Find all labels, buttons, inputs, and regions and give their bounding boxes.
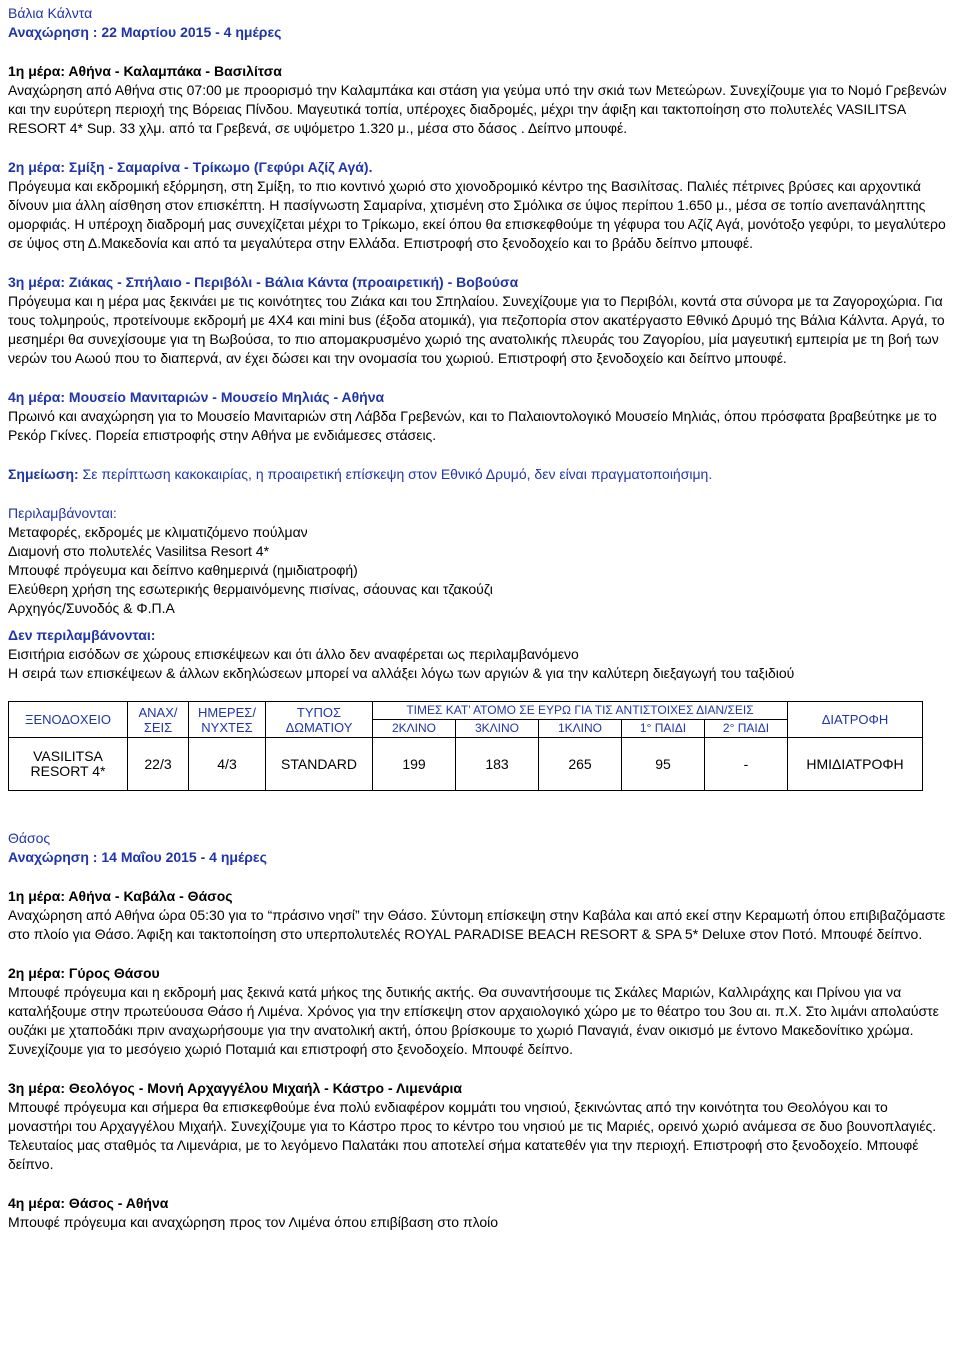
not-included-item: Εισιτήρια εισόδων σε χώρους επισκέψεων και ότι άλλο δεν αναφέρεται ως περιλαμβανόμενο [8, 646, 579, 662]
trip-departure: Αναχώρηση : 14 Μαΐου 2015 - 4 ημέρες [8, 849, 267, 865]
day-heading: 4η μέρα: Θάσος - Αθήνα [8, 1195, 169, 1211]
price-cell: 95 [622, 738, 705, 791]
room-type-cell: STANDARD [266, 738, 373, 791]
nights-cell: 4/3 [189, 738, 266, 791]
included-heading: Περιλαμβάνονται: [8, 505, 117, 521]
price-cell: 183 [456, 738, 539, 791]
trip-title: Βάλια Κάλντα [8, 5, 93, 21]
note-text: Σε περίπτωση κακοκαιρίας, η προαιρετική επίσκεψη στον Εθνικό Δρυμό, δεν είναι πραγματοποιήσιμη. [78, 466, 713, 482]
price-cell: - [705, 738, 788, 791]
included-item: Μεταφορές, εκδρομές με κλιματιζόμενο πούλμαν [8, 524, 308, 540]
not-included-item: Η σειρά των επισκέψεων & άλλων εκδηλώσεων μπορεί να αλλάξει λόγω των αργιών & για την καλύτερη διεξαγωγή του ταξιδιού [8, 665, 795, 681]
day-heading: 2η μέρα: Σμίξη - Σαμαρίνα - Τρίκωμο (Γεφύρι Αζίζ Αγά). [8, 159, 373, 175]
day-description: Πρωινό και αναχώρηση για το Μουσείο Μανιταριών στη Λάβδα Γρεβενών, και το Παλαιοντολογικό Μουσείο Μηλιάς, όπου πρόσφατα βραβεύτηκε με το Ρεκόρ Γκίνες. Πορεία επιστροφής στην Αθήνα με ενδιάμεσες στάσεις. [8, 408, 937, 443]
day-heading: 3η μέρα: Ζιάκας - Σπήλαιο - Περιβόλι - Βάλια Κάντα (προαιρετική) - Βοβούσα [8, 274, 519, 290]
day-heading: 1η μέρα: Αθήνα - Καλαμπάκα - Βασιλίτσα [8, 63, 282, 79]
note [8, 465, 954, 484]
not-included-heading: Δεν περιλαμβάνονται: [8, 627, 156, 643]
day-heading: 4η μέρα: Μουσείο Μανιταριών - Μουσείο Μηλιάς - Αθήνα [8, 389, 385, 405]
price-column-header: 2ΚΛΙΝΟ [373, 720, 456, 738]
board-cell: ΗΜΙΔΙΑΤΡΟΦΗ [788, 738, 923, 791]
hotel-header: ΞΕΝΟΔΟΧΕΙΟ [9, 702, 128, 738]
day-description: Πρόγευμα και εκδρομική εξόρμηση, στη Σμίξη, το πιο κοντινό χωριό στο χιονοδρομικό κέντρο της Βασιλίτσας. Παλιές πέτρινες βρύσες και αρχοντικά δίνουν μια άλλη αίσθηση στον επισκέπτη. Η πασίγνωστη Σαμαρίνα, χτισμένη στο Σμόλικα σε ύψος περίπου 1.650 μ., μέσα σε τοπίο ανεπανάληπτης ομορφιάς. Η υπέροχη διαδρομή μας συνεχίζεται μέχρι το Τρίκωμο, εκεί όπου θα επισκεφθούμε τη γέφυρα του Αζίζ Αγά, μονότοξο γεφύρι, το μεγαλύτερο σε ύψος στη Δ.Μακεδονία και από τα μεγαλύτερα στην Ελλάδα. Επιστροφή στο ξενοδοχείο και το βράδυ δείπνο μπουφέ. [8, 178, 946, 251]
included-item: Μπουφέ πρόγευμα και δείπνο καθημερινά (ημιδιατροφή) [8, 562, 358, 578]
day-description: Αναχώρηση από Αθήνα στις 07:00 με προορισμό την Καλαμπάκα και στάση για γεύμα υπό την σκιά των Μετεώρων. Συνεχίζουμε για το Νομό Γρεβενών και την ευρύτερη περιοχή της Βόρειας Πίνδου. Μαγευτικά τοπία, υπέροχες διαδρομές, μέχρι την άφιξη και τακτοποίηση στο πολυτελές VASILITSA RESORT 4* Sup. 33 χλμ. από τα Γρεβενά, σε υψόμετρο 1.320 μ., μέσα στο δάσος . Δείπνο μπουφέ. [8, 82, 947, 136]
trip-departure: Αναχώρηση : 22 Μαρτίου 2015 - 4 ημέρες [8, 24, 282, 40]
price-column-header: 3ΚΛΙΝΟ [456, 720, 539, 738]
table-row [9, 738, 923, 791]
price-table [8, 701, 923, 791]
departure-header: ΑΝΑΧ/ ΣΕΙΣ [128, 702, 189, 738]
price-cell: 265 [539, 738, 622, 791]
included-item: Αρχηγός/Συνοδός & Φ.Π.Α [8, 600, 175, 616]
day-description: Μπουφέ πρόγευμα και η εκδρομή μας ξεκινά κατά μήκος της δυτικής ακτής. Θα συναντήσουμε τις Σκάλες Μαριών, Καλλιράχης και Πρίνου για να καταλήξουμε στην πρωτεύουσα Θάσο ή Λιμένα. Χρόνος για την επίσκεψη στον αρχαιολογικό χώρο με το θέατρο του 3ου αι. π.Χ. Στο λιμάνι απολαύστε ουζάκι με χταποδάκι πριν αναχωρήσουμε για την ανατολική ακτή, όπου βρίσκουμε το χωριό Παναγιά, έναν οικισμό με έντονο Μακεδονίτικο χρώμα. Συνεχίζουμε για το μεσόγειο χωριό Ποταμιά και επιστροφή στο ξενοδοχείο. Μπουφέ δείπνο. [8, 984, 939, 1057]
day-description: Μπουφέ πρόγευμα και σήμερα θα επισκεφθούμε ένα πολύ ενδιαφέρον κομμάτι του νησιού, ξεκινώντας από την κοινότητα του Θεολόγου και το μοναστήρι του Αρχαγγέλου Μιχαήλ. Συνεχίζουμε για το Κάστρο προς το κέντρο του νησιού με τις Μαριές, ορεινό χωριό ανάμεσα σε δυο βουνοπλαγιές. Τελευταίος μας σταθμός τα Λιμενάρια, με το λεγόμενο Παλατάκι που αποτελεί σήμα κατατεθέν για την περιοχή. Επιστροφή στο ξενοδοχείο. Μπουφέ δείπνο. [8, 1099, 937, 1172]
included-item: Διαμονή στο πολυτελές Vasilitsa Resort 4* [8, 543, 270, 559]
trip-title: Θάσος [8, 830, 51, 846]
included-item: Ελεύθερη χρήση της εσωτερικής θερμαινόμενης πισίνας, σάουνας και τζακούζι [8, 581, 493, 597]
note-label: Σημείωση: [8, 466, 79, 482]
day-description: Πρόγευμα και η μέρα μας ξεκινάει με τις κοινότητες του Ζιάκα και του Σπηλαίου. Συνεχίζουμε για το Περιβόλι, κοντά στα σύνορα με τα Ζαγοροχώρια. Για τους τολμηρούς, προτείνουμε εκδρομή με 4Χ4 και mini bus (έξοδα ατομικά), για πεζοπορία στον ακατέργαστο Εθνικό Δρυμό της Βάλια Κάλντα. Αργά, το μεσημέρι θα συνεχίσουμε για τη Βωβούσα, το πιο απομακρυσμένο χωριό της ανατολικής πλευράς του Ζαγορίου, μία μαγευτική εμπειρία με τη βοή των νερών του Αωού που το διαπερνά, αν έχει δώσει και την ονομασία του χωριού. Επιστροφή στο ξενοδοχείο και δείπνο μπουφέ. [8, 293, 945, 366]
departure-cell: 22/3 [128, 738, 189, 791]
price-column-header: 1ΚΛΙΝΟ [539, 720, 622, 738]
day-heading: 2η μέρα: Γύρος Θάσου [8, 965, 160, 981]
day-heading: 1η μέρα: Αθήνα - Καβάλα - Θάσος [8, 888, 233, 904]
day-description: Μπουφέ πρόγευμα και αναχώρηση προς τον Λιμένα όπου επιβίβαση στο πλοίο [8, 1214, 499, 1230]
price-column-header: 1° ΠΑΙΔΙ [622, 720, 705, 738]
hotel-cell: VASILITSA RESORT 4* [9, 738, 128, 791]
day-heading: 3η μέρα: Θεολόγος - Μονή Αρχαγγέλου Μιχαήλ - Κάστρο - Λιμενάρια [8, 1080, 463, 1096]
board-header: ΔΙΑΤΡΟΦΗ [788, 702, 923, 738]
room-type-header: ΤΥΠΟΣ ΔΩΜΑΤΙΟΥ [266, 702, 373, 738]
price-column-header: 2° ΠΑΙΔΙ [705, 720, 788, 738]
price-cell: 199 [373, 738, 456, 791]
nights-header: ΗΜΕΡΕΣ/ ΝΥΧΤΕΣ [189, 702, 266, 738]
day-description: Αναχώρηση από Αθήνα ώρα 05:30 για το “πράσινο νησί” την Θάσο. Σύντομη επίσκεψη στην Καβάλα και από εκεί στην Κεραμωτή όπου επιβιβαζόμαστε στο πλοίο για Θάσο. Άφιξη και τακτοποίηση στο υπερπολυτελές ROYAL PARADISE BEACH RESORT & SPA 5* Deluxe στον Ποτό. Μπουφέ δείπνο. [8, 907, 946, 942]
prices-header: ΤΙΜΕΣ ΚΑΤ’ ΑΤΟΜΟ ΣΕ ΕΥΡΩ ΓΙΑ ΤΙΣ ΑΝΤΙΣΤΟΙΧΕΣ ΔΙΑΝ/ΣΕΙΣ [373, 702, 788, 720]
